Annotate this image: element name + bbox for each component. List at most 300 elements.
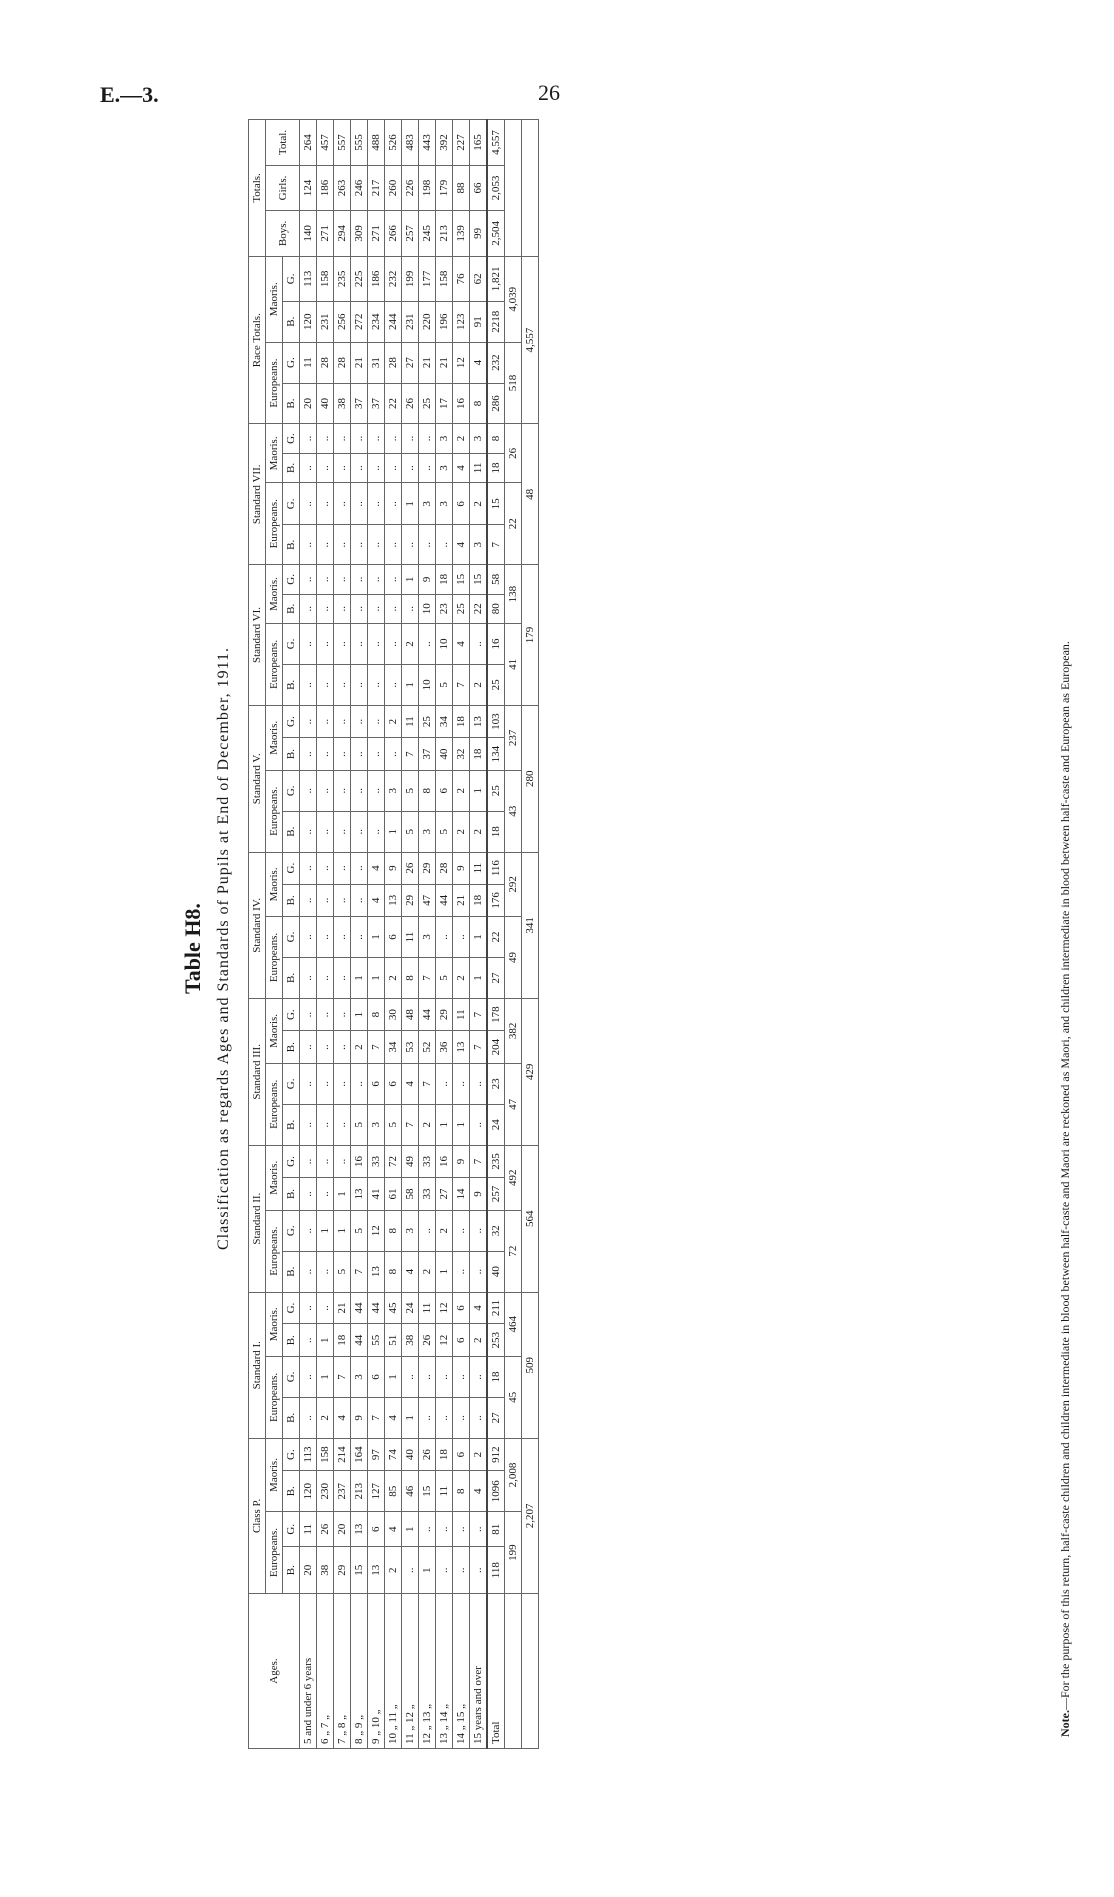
race-sum-cell: 43 (505, 770, 522, 852)
data-cell: 8 (368, 998, 385, 1030)
data-cell: 7 (368, 1031, 385, 1063)
data-cell: .. (368, 424, 385, 453)
data-cell: .. (385, 483, 402, 525)
total-cell: 266 (385, 210, 402, 256)
race-header: Europeans. (266, 917, 283, 999)
data-cell: 18 (470, 884, 488, 916)
data-cell: 4 (453, 525, 470, 565)
data-cell: 9 (419, 565, 436, 594)
data-cell: 7 (419, 1063, 436, 1104)
table-container (248, 119, 539, 1749)
data-cell: .. (300, 770, 317, 811)
data-cell: 76 (453, 256, 470, 301)
data-cell: 1 (402, 1512, 419, 1547)
data-cell: .. (300, 1356, 317, 1397)
race-header: Europeans. (266, 770, 283, 852)
data-cell: 3 (470, 525, 488, 565)
data-cell: 3 (470, 424, 488, 453)
data-cell: .. (317, 1145, 334, 1177)
data-cell: .. (334, 483, 351, 525)
total-data-cell: 23 (487, 1063, 505, 1104)
data-cell: .. (351, 917, 368, 958)
total-cell: 557 (334, 120, 351, 166)
data-cell: 1 (368, 917, 385, 958)
sex-header: B. (283, 884, 300, 916)
data-cell: 5 (436, 957, 453, 998)
data-cell: 21 (419, 342, 436, 383)
data-cell: .. (453, 1251, 470, 1292)
data-cell: 2 (385, 705, 402, 737)
data-cell: 16 (453, 383, 470, 424)
data-cell: 21 (453, 884, 470, 916)
total-data-cell: 286 (487, 383, 505, 424)
data-cell: 38 (402, 1324, 419, 1356)
group-header-3: Standard III. (249, 998, 266, 1145)
data-cell: .. (317, 1178, 334, 1210)
data-cell: 28 (317, 342, 334, 383)
data-cell: 4 (470, 342, 488, 383)
data-cell: .. (351, 623, 368, 664)
data-cell: 37 (419, 738, 436, 770)
total-cell: 99 (470, 210, 488, 256)
race-header: Maoris. (266, 705, 283, 770)
data-cell: 196 (436, 301, 453, 342)
data-cell: 1 (470, 957, 488, 998)
data-cell: 7 (368, 1397, 385, 1438)
data-cell: 28 (385, 342, 402, 383)
data-cell: .. (317, 565, 334, 594)
data-cell: 18 (453, 705, 470, 737)
data-cell: 2 (470, 1438, 488, 1470)
data-cell: 15 (470, 565, 488, 594)
total-data-cell: 81 (487, 1512, 505, 1547)
data-cell: 5 (402, 770, 419, 811)
total-data-cell: 25 (487, 770, 505, 811)
data-cell: .. (419, 623, 436, 664)
data-cell: 13 (368, 1547, 385, 1594)
data-cell: .. (470, 1512, 488, 1547)
sex-header: G. (283, 1438, 300, 1470)
race-header: Europeans. (266, 342, 283, 424)
age-label: 8 „ 9 „ (351, 1594, 368, 1749)
data-cell: 2 (419, 1104, 436, 1145)
group-header-8: Race Totals. (249, 256, 266, 424)
standard-sum-cell: 2,207 (522, 1438, 539, 1593)
data-cell: 225 (351, 256, 368, 301)
data-cell: 13 (453, 1031, 470, 1063)
data-cell: 21 (436, 342, 453, 383)
data-cell: .. (300, 525, 317, 565)
race-sum-cell: 45 (505, 1356, 522, 1438)
sex-header: G. (283, 770, 300, 811)
total-data-cell: 58 (487, 565, 505, 594)
data-cell: .. (300, 811, 317, 852)
data-cell: .. (368, 623, 385, 664)
data-cell: 1 (402, 565, 419, 594)
data-cell: 1 (351, 998, 368, 1030)
sex-header: G. (283, 1210, 300, 1251)
data-cell: .. (317, 594, 334, 623)
race-sum-cell: 72 (505, 1210, 522, 1292)
race-sum-blank (505, 120, 522, 257)
total-data-cell: 176 (487, 884, 505, 916)
data-cell: 18 (436, 1438, 453, 1470)
data-cell: .. (368, 811, 385, 852)
data-cell: .. (470, 1210, 488, 1251)
data-cell: 164 (351, 1438, 368, 1470)
race-sum-cell: 41 (505, 623, 522, 705)
data-cell: .. (470, 1251, 488, 1292)
data-cell: .. (351, 1063, 368, 1104)
data-cell: .. (351, 594, 368, 623)
data-cell: 3 (419, 483, 436, 525)
data-cell: 26 (419, 1438, 436, 1470)
data-cell: 2 (453, 811, 470, 852)
group-header-6: Standard VI. (249, 565, 266, 706)
group-header-7: Standard VII. (249, 424, 266, 565)
data-cell: 10 (419, 664, 436, 705)
total-data-cell: 15 (487, 483, 505, 525)
data-cell: 48 (402, 998, 419, 1030)
total-cell: 271 (368, 210, 385, 256)
race-sum-cell: 237 (505, 705, 522, 770)
data-cell: 113 (300, 256, 317, 301)
data-cell: 4 (470, 1471, 488, 1512)
data-cell: 25 (419, 705, 436, 737)
data-cell: .. (334, 1063, 351, 1104)
data-cell: 51 (385, 1324, 402, 1356)
data-cell: 256 (334, 301, 351, 342)
data-cell: 234 (368, 301, 385, 342)
data-cell: 7 (470, 998, 488, 1030)
total-cell: 271 (317, 210, 334, 256)
race-header: Maoris. (266, 852, 283, 916)
data-cell: 44 (368, 1292, 385, 1324)
sex-header: B. (283, 383, 300, 424)
data-cell: .. (300, 1210, 317, 1251)
data-cell: 231 (317, 301, 334, 342)
standard-sum-blank (522, 1594, 539, 1749)
data-cell: 29 (402, 884, 419, 916)
race-sum-blank (505, 1594, 522, 1749)
data-cell: .. (334, 664, 351, 705)
data-cell: 231 (402, 301, 419, 342)
data-cell: .. (385, 424, 402, 453)
data-cell: .. (317, 917, 334, 958)
data-cell: 7 (402, 738, 419, 770)
data-cell: 2 (419, 1251, 436, 1292)
data-cell: .. (470, 1104, 488, 1145)
data-cell: .. (368, 483, 385, 525)
data-cell: 1 (402, 483, 419, 525)
data-cell: 3 (385, 770, 402, 811)
data-cell: 230 (317, 1471, 334, 1512)
total-cell: 88 (453, 166, 470, 211)
data-cell: 37 (368, 383, 385, 424)
table-row (334, 120, 351, 1749)
data-cell: 85 (385, 1471, 402, 1512)
data-cell: .. (334, 565, 351, 594)
total-cell: 483 (402, 120, 419, 166)
data-cell: 62 (470, 256, 488, 301)
data-cell: 113 (300, 1438, 317, 1470)
data-cell: 5 (436, 811, 453, 852)
totals-header: Totals. (249, 120, 266, 257)
data-cell: 29 (334, 1547, 351, 1594)
data-cell: .. (334, 1031, 351, 1063)
data-cell: .. (402, 424, 419, 453)
sex-header: B. (283, 664, 300, 705)
sex-header: G. (283, 483, 300, 525)
data-cell: 232 (385, 256, 402, 301)
data-cell: .. (300, 623, 317, 664)
data-cell: 25 (419, 383, 436, 424)
data-cell: 12 (436, 1324, 453, 1356)
data-cell: .. (368, 770, 385, 811)
group-header-0: Class P. (249, 1438, 266, 1593)
data-cell: 15 (419, 1471, 436, 1512)
data-cell: 16 (351, 1145, 368, 1177)
table-row (453, 120, 470, 1749)
data-cell: 1 (368, 957, 385, 998)
data-cell: 220 (419, 301, 436, 342)
total-data-cell: 257 (487, 1178, 505, 1210)
total-data-cell: 18 (487, 1356, 505, 1397)
data-cell: .. (402, 1547, 419, 1594)
data-cell: 11 (402, 917, 419, 958)
data-cell: 12 (436, 1292, 453, 1324)
data-cell: 1 (470, 770, 488, 811)
total-cell: 392 (436, 120, 453, 166)
total-data-cell: 25 (487, 664, 505, 705)
data-cell: .. (368, 664, 385, 705)
data-cell: 4 (402, 1251, 419, 1292)
data-cell: .. (385, 623, 402, 664)
data-cell: .. (300, 483, 317, 525)
data-cell: 120 (300, 1471, 317, 1512)
data-cell: 6 (453, 1324, 470, 1356)
data-cell: .. (300, 917, 317, 958)
data-cell: .. (300, 565, 317, 594)
note-text: —For the purpose of this return, half-caste children and children intermediate in blood between half-caste and Maori are reckoned as Maori, and children intermediate in blood between half-caste and European as European. (1058, 641, 1072, 1710)
data-cell: 18 (436, 565, 453, 594)
race-header: Europeans. (266, 1210, 283, 1292)
data-cell: 237 (334, 1471, 351, 1512)
data-cell: 7 (470, 1031, 488, 1063)
total-cell: 226 (402, 166, 419, 211)
data-cell: 45 (385, 1292, 402, 1324)
data-cell: 8 (385, 1251, 402, 1292)
data-cell: 2 (385, 1547, 402, 1594)
data-cell: 11 (470, 453, 488, 483)
sex-header: B. (283, 811, 300, 852)
race-sum-cell: 47 (505, 1063, 522, 1145)
standard-sum-cell: 179 (522, 565, 539, 706)
data-cell: .. (300, 664, 317, 705)
data-cell: 27 (436, 1178, 453, 1210)
data-cell: 61 (385, 1178, 402, 1210)
data-cell: .. (402, 594, 419, 623)
data-cell: .. (402, 525, 419, 565)
data-cell: 3 (436, 424, 453, 453)
race-header: Maoris. (266, 1292, 283, 1356)
data-cell: .. (351, 483, 368, 525)
data-cell: 7 (351, 1251, 368, 1292)
data-cell: 7 (402, 1104, 419, 1145)
total-cell: 227 (453, 120, 470, 166)
data-cell: 186 (368, 256, 385, 301)
data-cell: 27 (402, 342, 419, 383)
data-cell: 18 (470, 738, 488, 770)
race-sum-cell: 26 (505, 424, 522, 483)
data-cell: .. (300, 594, 317, 623)
data-cell: .. (334, 453, 351, 483)
data-cell: 158 (436, 256, 453, 301)
footnote (1058, 137, 1073, 1737)
standard-sum-cell: 564 (522, 1145, 539, 1292)
table-row (317, 120, 334, 1749)
data-cell: 9 (351, 1397, 368, 1438)
data-cell: .. (317, 770, 334, 811)
data-cell: 127 (368, 1471, 385, 1512)
sex-header: B. (283, 1178, 300, 1210)
data-cell: .. (351, 453, 368, 483)
data-cell: 8 (453, 1471, 470, 1512)
data-cell: 22 (470, 594, 488, 623)
table-row (470, 120, 488, 1749)
total-data-cell: 7 (487, 525, 505, 565)
data-cell: 34 (436, 705, 453, 737)
data-cell: .. (300, 1145, 317, 1177)
sex-header: G. (283, 256, 300, 301)
data-cell: 36 (436, 1031, 453, 1063)
race-header: Maoris. (266, 565, 283, 624)
data-cell: 1 (419, 1547, 436, 1594)
data-cell: 5 (334, 1251, 351, 1292)
data-cell: .. (334, 424, 351, 453)
data-cell: 8 (419, 770, 436, 811)
data-cell: .. (436, 1512, 453, 1547)
data-cell: .. (419, 453, 436, 483)
race-sum-cell: 464 (505, 1292, 522, 1356)
data-cell: .. (351, 852, 368, 884)
data-cell: .. (470, 1356, 488, 1397)
data-cell: 1 (453, 1104, 470, 1145)
data-cell: 214 (334, 1438, 351, 1470)
total-cell: 309 (351, 210, 368, 256)
total-data-cell: 116 (487, 852, 505, 884)
data-cell: 2 (436, 1210, 453, 1251)
age-label: 7 „ 8 „ (334, 1594, 351, 1749)
total-cell: 443 (419, 120, 436, 166)
data-cell: 1 (470, 917, 488, 958)
total-data-cell: 27 (487, 957, 505, 998)
data-cell: .. (351, 770, 368, 811)
total-cell: 124 (300, 166, 317, 211)
data-cell: 1 (334, 1178, 351, 1210)
table-row (402, 120, 419, 1749)
race-header: Europeans. (266, 1512, 283, 1594)
data-cell: 1 (385, 1356, 402, 1397)
data-cell: .. (402, 453, 419, 483)
race-sum-cell: 4,039 (505, 256, 522, 342)
total-data-cell: 1096 (487, 1471, 505, 1512)
total-cell: 217 (368, 166, 385, 211)
total-data-cell: 24 (487, 1104, 505, 1145)
standard-sum-blank (522, 120, 539, 257)
total-data-cell: 204 (487, 1031, 505, 1063)
data-cell: 1 (385, 811, 402, 852)
sex-header: G. (283, 1292, 300, 1324)
race-header: Maoris. (266, 256, 283, 342)
data-cell: .. (351, 664, 368, 705)
data-cell: 2 (470, 811, 488, 852)
data-cell: 235 (334, 256, 351, 301)
data-cell: 31 (368, 342, 385, 383)
data-cell: 10 (436, 623, 453, 664)
data-cell: 9 (385, 852, 402, 884)
race-sum-cell: 382 (505, 998, 522, 1063)
data-cell: .. (470, 1063, 488, 1104)
grand-total-cell: 2,053 (487, 166, 505, 211)
data-cell: 6 (368, 1063, 385, 1104)
data-cell: .. (334, 811, 351, 852)
data-cell: 1 (334, 1210, 351, 1251)
sex-header: B. (283, 453, 300, 483)
data-cell: .. (317, 705, 334, 737)
data-cell: .. (300, 705, 317, 737)
data-cell: .. (436, 1397, 453, 1438)
total-cell: 246 (351, 166, 368, 211)
data-cell: .. (385, 525, 402, 565)
sex-header: G. (283, 998, 300, 1030)
age-label: 12 „ 13 „ (419, 1594, 436, 1749)
sex-header: B. (283, 525, 300, 565)
data-cell: 2 (317, 1397, 334, 1438)
data-cell: 44 (419, 998, 436, 1030)
data-cell: 13 (351, 1512, 368, 1547)
data-cell: .. (334, 525, 351, 565)
data-cell: .. (317, 738, 334, 770)
sex-header: G. (283, 623, 300, 664)
data-cell: .. (300, 852, 317, 884)
data-cell: 14 (453, 1178, 470, 1210)
data-cell: 158 (317, 256, 334, 301)
data-cell: .. (317, 884, 334, 916)
data-cell: .. (453, 1356, 470, 1397)
total-data-cell: 912 (487, 1438, 505, 1470)
data-cell: 18 (334, 1324, 351, 1356)
data-cell: 8 (385, 1210, 402, 1251)
age-label: 10 „ 11 „ (385, 1594, 402, 1749)
data-cell: 11 (402, 705, 419, 737)
sex-header: G. (283, 342, 300, 383)
total-cell: 263 (334, 166, 351, 211)
data-cell: 9 (453, 852, 470, 884)
group-header-4: Standard IV. (249, 852, 266, 998)
data-cell: 4 (402, 1063, 419, 1104)
data-cell: .. (368, 565, 385, 594)
data-cell: 1 (436, 1251, 453, 1292)
total-data-cell: 18 (487, 811, 505, 852)
data-cell: 52 (419, 1031, 436, 1063)
data-cell: 5 (436, 664, 453, 705)
age-label: 13 „ 14 „ (436, 1594, 453, 1749)
data-cell: 5 (385, 1104, 402, 1145)
sex-header: B. (283, 1251, 300, 1292)
table-row (351, 120, 368, 1749)
data-cell: .. (317, 1292, 334, 1324)
